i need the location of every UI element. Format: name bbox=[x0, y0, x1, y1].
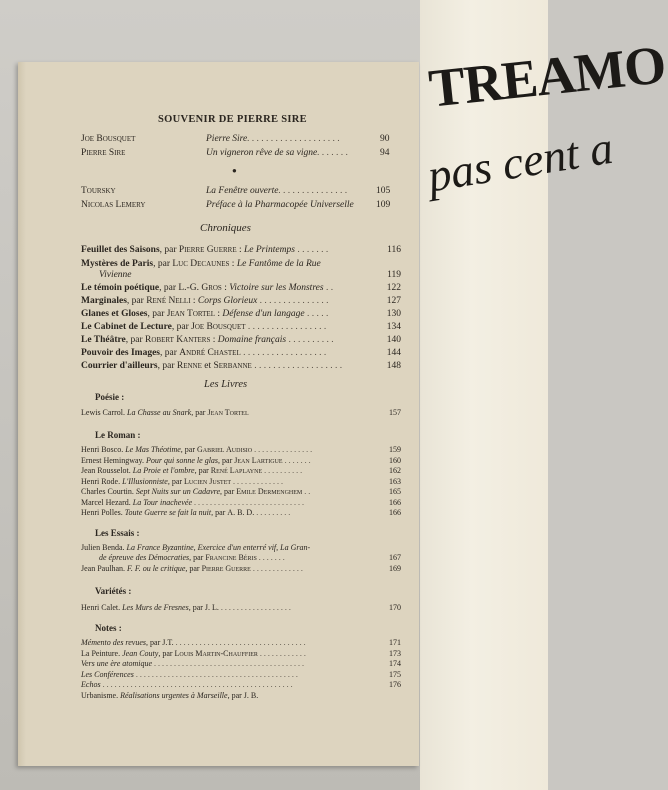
page-number: 170 bbox=[389, 603, 401, 612]
page-number: 169 bbox=[389, 563, 401, 573]
toc-entry: Jean Rousselot. La Proie et l'ombre, par René Laplayne . . . . . . . . . . 162 bbox=[81, 466, 401, 475]
livres-list bbox=[81, 392, 401, 701]
page-number: 148 bbox=[386, 361, 401, 371]
page-number: 166 bbox=[389, 508, 401, 517]
adjacent-book-cover bbox=[420, 0, 668, 790]
page-number: 171 bbox=[389, 638, 401, 647]
varietes-heading: Variétés : bbox=[95, 586, 132, 596]
toc-entry: Le témoin poétique, par L.-G. Gros : Victoire sur les Monstres . . 122 bbox=[81, 283, 401, 293]
toc-entry: Le Théâtre, par Robert Kanters : Domaine français . . . . . . . . . . 140 bbox=[81, 335, 401, 345]
souvenir-heading: SOUVENIR DE PIERRE SIRE bbox=[158, 114, 307, 125]
toc-entry: Lewis Carrol. La Chasse au Snark, par Jean Tortel 157 bbox=[81, 408, 401, 417]
page-number: 130 bbox=[386, 309, 401, 319]
toc-entry: Courrier d'ailleurs, par Renne et Serbanne . . . . . . . . . . . . . . . . . . . 148 bbox=[81, 361, 401, 371]
page-number: 157 bbox=[389, 408, 401, 417]
toc-entry: Henri Bosco. Le Mas Théotime, par Gabriel Audisio . . . . . . . . . . . . . . . 159 bbox=[81, 445, 401, 454]
toc-entry: Mystères de Paris, par Luc Decaunes : Le Fantôme de la Rue bbox=[81, 259, 321, 269]
page-number: 144 bbox=[386, 348, 401, 358]
toc-entry bbox=[81, 148, 125, 158]
bullet-separator: ● bbox=[232, 166, 237, 175]
page-number: 173 bbox=[389, 648, 401, 658]
toc-entry: Henri Calet. Les Murs de Fresnes, par J. L. . . . . . . . . . . . . . . . . . . 170 bbox=[81, 603, 401, 612]
page-number: 90 bbox=[380, 134, 390, 144]
toc-entry: Jean Paulhan. F. F. ou le critique, par Pierre Guerre . . . . . . . . . . . . . 169 bbox=[81, 563, 401, 573]
toc-entry: Pouvoir des Images, par André Chastel . . . . . . . . . . . . . . . . . . 144 bbox=[81, 348, 401, 358]
cover-subtitle-fragment: pas cent a bbox=[424, 121, 617, 202]
toc-entry: Les Conférences . . . . . . . . . . . . . . . . . . . . . . . . . . . . . . . . . . . . . . . . . 175 bbox=[81, 669, 401, 679]
poesie-heading: Poésie : bbox=[95, 392, 125, 402]
page-number: 119 bbox=[387, 270, 401, 280]
toc-entry: Echos . . . . . . . . . . . . . . . . . . . . . . . . . . . . . . . . . . . . . . . . . . . . . . . . 176 bbox=[81, 680, 401, 689]
page-number: 166 bbox=[389, 497, 401, 507]
page-number: 109 bbox=[376, 200, 391, 210]
page-number: 163 bbox=[389, 476, 401, 486]
page-number: 122 bbox=[386, 283, 401, 293]
cover-title-fragment: TREAMO bbox=[426, 34, 668, 119]
page-number: 105 bbox=[376, 186, 391, 196]
toc-entry: Ernest Hemingway. Pour qui sonne le glas, par Jean Lartigue . . . . . . . 160 bbox=[81, 455, 401, 465]
page-number: 127 bbox=[386, 296, 401, 306]
toc-entry-continuation: Vivienne 119 bbox=[99, 270, 401, 280]
toc-entry: La Peinture. Jean Couty, par Louis Martin-Chauffier . . . . . . . . . . . . 173 bbox=[81, 648, 401, 658]
roman-heading: Le Roman : bbox=[95, 430, 141, 440]
entry-title: Un vigneron rêve de sa vigne. . . . . . . bbox=[206, 148, 349, 158]
page-number: 167 bbox=[389, 553, 401, 562]
toc-entry-continuation: de épreuve des Démocraties, par Francine Béris . . . . . . . 167 bbox=[99, 553, 401, 562]
toc-entry: Henri Rode. L'Illusionniste, par Lucien Justet . . . . . . . . . . . . . 163 bbox=[81, 476, 401, 486]
page-number: 175 bbox=[389, 669, 401, 679]
toc-entry: Urbanisme. Réalisations urgentes à Marseille, par J. B. bbox=[81, 690, 259, 700]
toc-entry: Vers une ère atomique . . . . . . . . . . . . . . . . . . . . . . . . . . . . . . . . . . . . . . 174 bbox=[81, 659, 401, 668]
entry-author: Joe Bousquet bbox=[81, 134, 136, 144]
entry-title: La Fenêtre ouverte. . . . . . . . . . . . . . . bbox=[206, 186, 348, 196]
toc-entry: Charles Courtin. Sept Nuits sur un Cadavre, par Emile Dermenghem . . 165 bbox=[81, 487, 401, 496]
page-number: 159 bbox=[389, 445, 401, 454]
toc-entry bbox=[81, 134, 135, 144]
toc-entry: Glanes et Gloses, par Jean Tortel : Défense d'un langage . . . . . 130 bbox=[81, 309, 401, 319]
page-number: 165 bbox=[389, 487, 401, 496]
livres-heading: Les Livres bbox=[204, 379, 248, 390]
notes-heading: Notes : bbox=[95, 623, 122, 633]
page-number: 134 bbox=[386, 322, 401, 332]
essais-heading: Les Essais : bbox=[95, 527, 140, 538]
toc-entry: Le Cabinet de Lecture, par Joe Bousquet . . . . . . . . . . . . . . . . . 134 bbox=[81, 322, 401, 332]
toc-entry: Mémento des revues, par J.T. . . . . . . . . . . . . . . . . . . . . . . . . . . . . . . . . . 171 bbox=[81, 638, 401, 647]
entry-title: Pierre Sire. . . . . . . . . . . . . . . . . . . . bbox=[206, 134, 340, 144]
toc-entry: Marginales, par René Nelli : Corps Glorieux . . . . . . . . . . . . . . . 127 bbox=[81, 296, 401, 306]
page-number: 162 bbox=[389, 466, 401, 475]
toc-entry: Marcel Hezard. La Tour inachevée . . . . . . . . . . . . . . . . . . . . . . . . . . . . 166 bbox=[81, 497, 401, 507]
page-number: 160 bbox=[389, 455, 401, 465]
entry-author: Nicolas Lemery bbox=[81, 200, 146, 210]
toc-entry: Julien Benda. La France Byzantine, Exercice d'un enterré vif, La Gran- bbox=[81, 542, 311, 552]
chroniques-heading: Chroniques bbox=[200, 222, 251, 234]
table-of-contents-page bbox=[18, 62, 419, 766]
entry-author: Toursky bbox=[81, 186, 116, 196]
entry-title: Préface à la Pharmacopée Universelle bbox=[206, 200, 354, 210]
entry-author: Pierre Sire bbox=[81, 148, 126, 158]
page-number: 174 bbox=[389, 659, 401, 668]
chroniques-list bbox=[81, 245, 401, 374]
page-number: 94 bbox=[380, 148, 390, 158]
page-number: 116 bbox=[387, 245, 401, 255]
page-number: 140 bbox=[386, 335, 401, 345]
toc-entry: Feuillet des Saisons, par Pierre Guerre : Le Printemps . . . . . . . 116 bbox=[81, 245, 401, 255]
toc-entry: Henri Polles. Toute Guerre se fait la nuit, par A. B. D. . . . . . . . . . 166 bbox=[81, 508, 401, 517]
page-number: 176 bbox=[389, 680, 401, 689]
